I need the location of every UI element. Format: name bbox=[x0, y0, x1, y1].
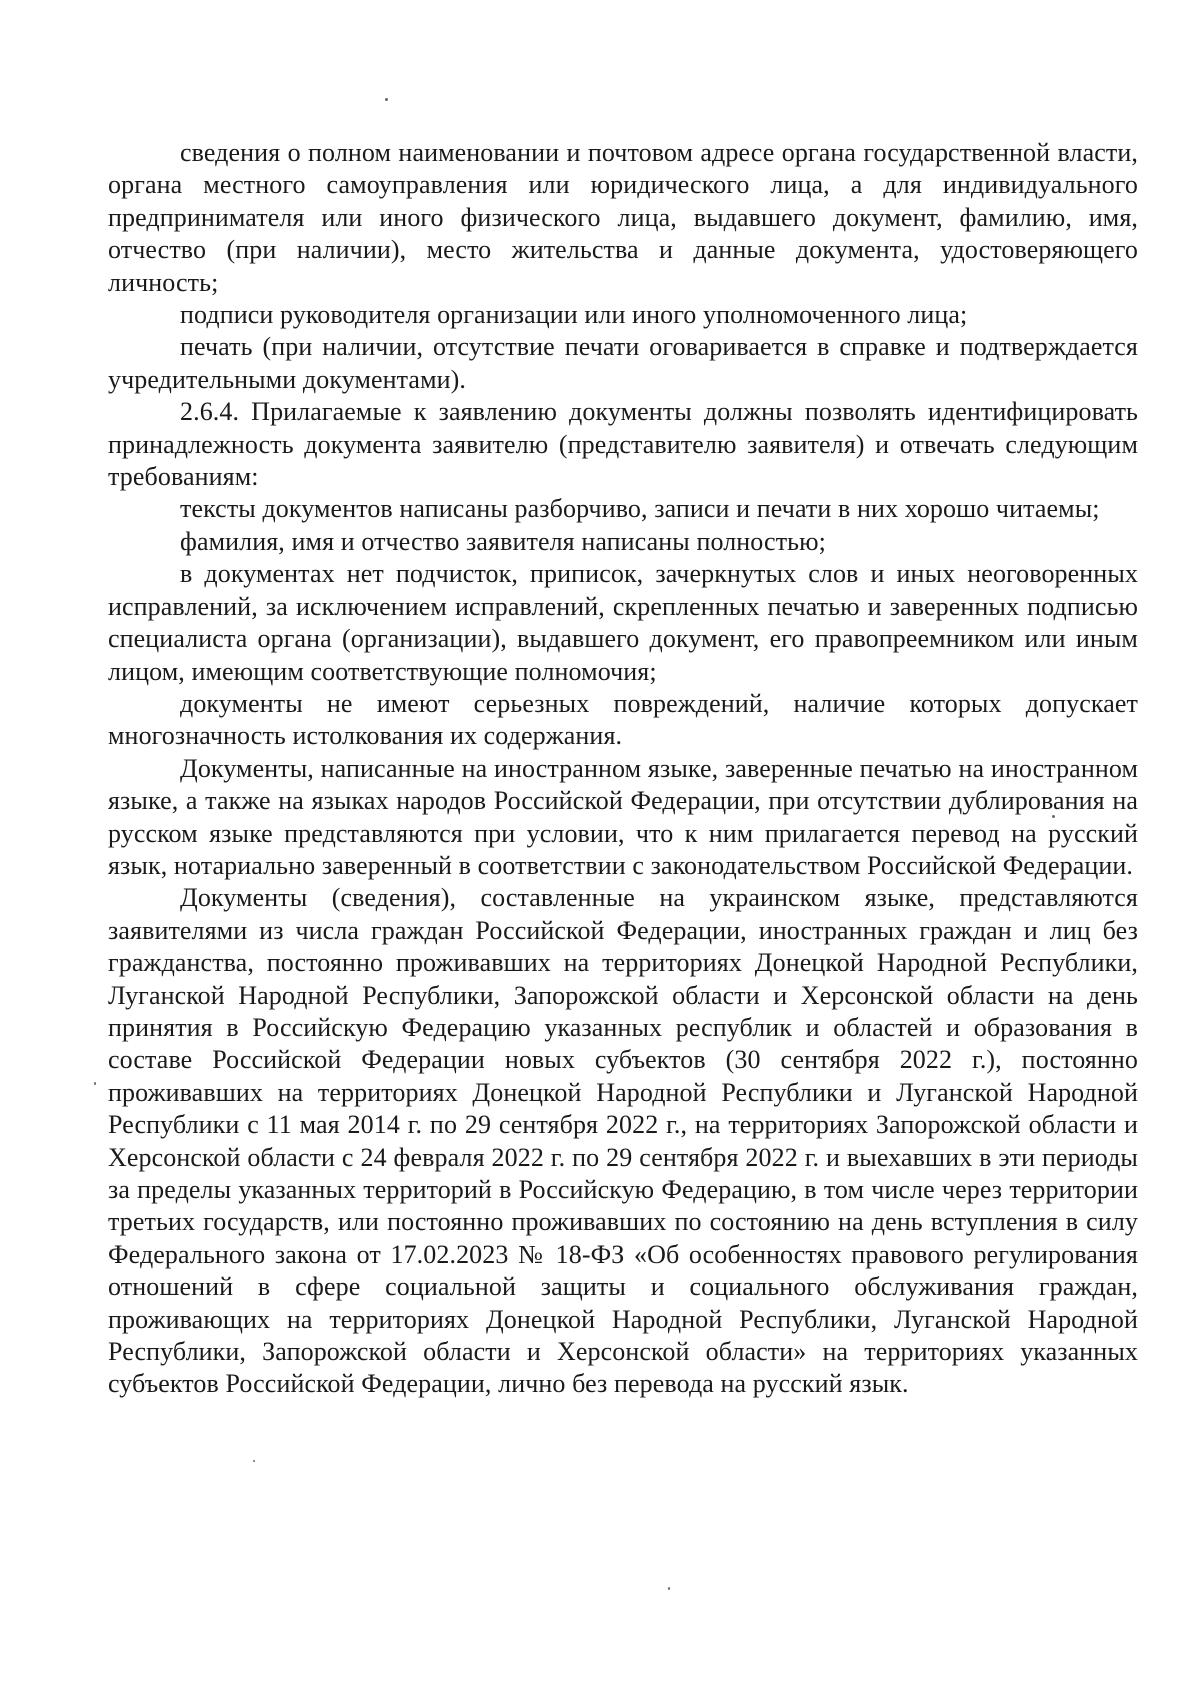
paragraph: Документы, написанные на иностранном языке, заверенные печатью на иностранном языке, а также на языках народов Российской Федерации, при отсутствии дублирования на русском языке представляются при условии, что к ним прилагается перевод на русский язык, нотариально заверенный в соответствии с законодательством Российской Федерации. bbox=[108, 753, 1138, 880]
paragraph: Документы (сведения), составленные на украинском языке, представляются заявителями из числа граждан Российской Федерации, иностранных граждан и лиц без гражданства, постоянно проживавших на территориях Донецкой Народной Республики, Луганской Народной Республики, Запорожской области и Херсонской области на день принятия в Российскую Федерацию указанных республик и областей и образования в составе Российской Федерации новых субъектов (30 сентября 2022 г.), постоянно проживавших на территориях Донецкой Народной Республики и Луганской Народной Республики с 11 мая 2014 г. по 29 сентября 2022 г., на территориях Запорожской области и Херсонской области с 24 февраля 2022 г. по 29 сентября 2022 г. и выехавших в эти периоды за пределы указанных территорий в Российскую Федерацию, в том числе через территории третьих государств, или постоянно проживавших по состоянию на день вступления в силу Федерального закона от 17.02.2023 № 18-ФЗ «Об особенностях правового регулирования отношений в сфере социальной защиты и социального обслуживания граждан, проживающих на территориях Донецкой Народной Республики, Луганской Народной Республики, Запорожской области и Херсонской области» на территориях указанных субъектов Российской Федерации, лично без перевода на русский язык. bbox=[108, 883, 1138, 1399]
scan-speck bbox=[253, 1460, 255, 1462]
scan-speck bbox=[94, 1082, 96, 1085]
section-paragraph-2-6-4: 2.6.4. Прилагаемые к заявлению документы должны позволять идентифицировать принадлежность документа заявителю (представителю заявителя) и отвечать следующим требованиям: bbox=[108, 397, 1138, 492]
document-body bbox=[108, 137, 1138, 1401]
scan-speck bbox=[385, 98, 388, 101]
paragraph: подписи руководителя организации или иного уполномоченного лица; bbox=[180, 300, 968, 330]
paragraph: печать (при наличии, отсутствие печати оговаривается в справке и подтверждается учредительными документами). bbox=[108, 332, 1138, 394]
paragraph: тексты документов написаны разборчиво, записи и печати в них хорошо читаемы; bbox=[180, 494, 1100, 524]
paragraph: в документах нет подчисток, приписок, зачеркнутых слов и иных неоговоренных исправлений, за исключением исправлений, скрепленных печатью и заверенных подписью специалиста органа (организации), выдавшего документ, его правопреемником или иным лицом, имеющим соответствующие полномочия; bbox=[108, 559, 1138, 686]
paragraph: документы не имеют серьезных повреждений, наличие которых допускает многозначность истолкования их содержания. bbox=[108, 688, 1138, 751]
paragraph: сведения о полном наименовании и почтовом адресе органа государственной власти, органа местного самоуправления или юридического лица, а для индивидуального предпринимателя или иного физического лица, выдавшего документ, фамилию, имя, отчество (при наличии), место жительства и данные документа, удостоверяющего личность; bbox=[108, 138, 1138, 297]
scan-speck bbox=[668, 1587, 670, 1590]
paragraph: фамилия, имя и отчество заявителя написаны полностью; bbox=[180, 526, 826, 556]
